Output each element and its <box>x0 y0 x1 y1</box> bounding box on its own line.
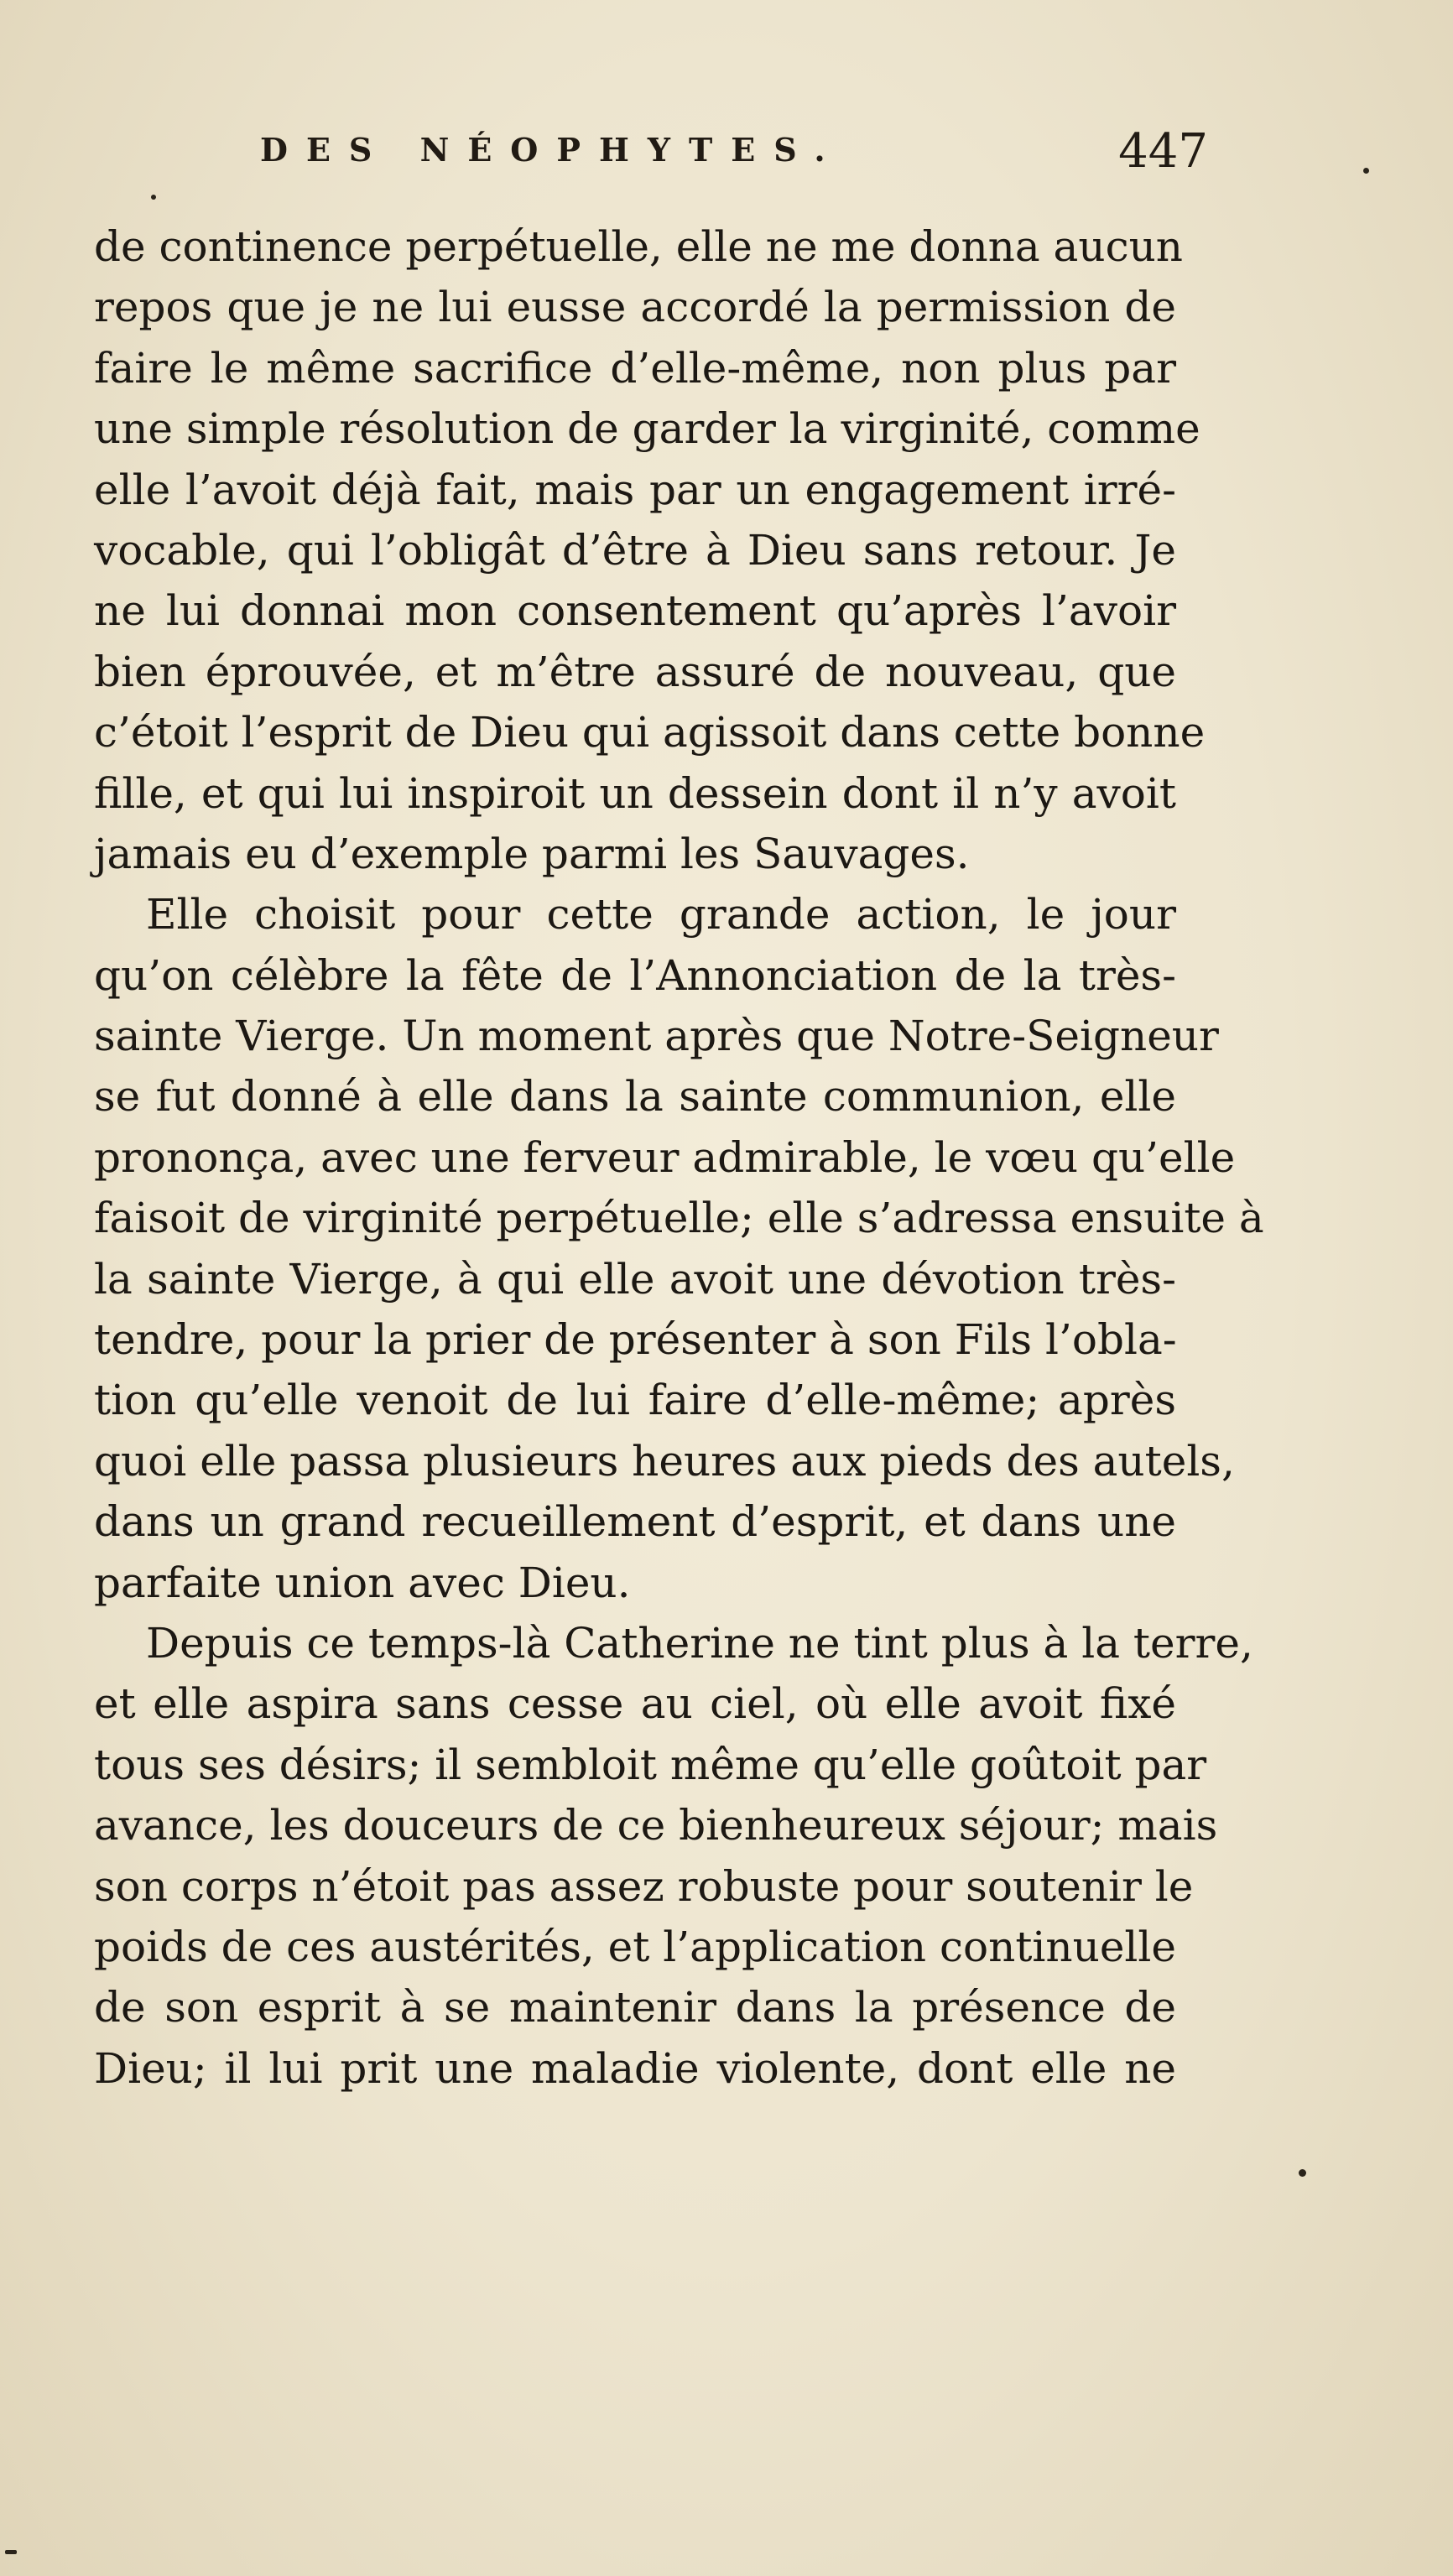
text-line: prononça, avec une ferveur admirable, le vœu qu’elle <box>94 1132 1236 1182</box>
text-line: repos que je ne lui eusse accordé la permission de <box>94 283 1176 332</box>
paragraph <box>94 884 1264 1613</box>
page-number: 447 <box>1118 124 1208 179</box>
text-line: sainte Vierge. Un moment après que Notre-Seigneur <box>94 1012 1219 1061</box>
text-line: de son esprit à se maintenir dans la présence de <box>94 1983 1176 2032</box>
text-line: et elle aspira sans cesse au ciel, où elle avoit fixé <box>94 1679 1176 1729</box>
body-text <box>94 216 1264 2099</box>
text-line: ne lui donnai mon consentement qu’après l’avoir <box>94 586 1176 636</box>
text-line: quoi elle passa plusieurs heures aux pieds des autels, <box>94 1436 1235 1486</box>
ink-speck <box>5 2550 17 2554</box>
text-line: son corps n’étoit pas assez robuste pour soutenir le <box>94 1861 1194 1911</box>
text-line: poids de ces austérités, et l’application continuelle <box>94 1922 1176 1971</box>
running-head: DES NÉOPHYTES. <box>260 131 844 169</box>
text-line: de continence perpétuelle, elle ne me donna aucun <box>94 222 1183 271</box>
ink-speck <box>151 195 156 200</box>
text-line: tendre, pour la prier de présenter à son Fils l’obla- <box>94 1315 1177 1365</box>
text-line: une simple résolution de garder la virginité, comme <box>94 404 1200 454</box>
text-line: qu’on célèbre la fête de l’Annonciation de la très- <box>94 950 1176 1000</box>
text-line: avance, les douceurs de ce bienheureux séjour; mais <box>94 1801 1218 1850</box>
text-line: jamais eu d’exemple parmi les Sauvages. <box>94 829 970 878</box>
text-line: elle l’avoit déjà fait, mais par un engagement irré- <box>94 465 1176 514</box>
text-line: Depuis ce temps-là Catherine ne tint plus à la terre, <box>146 1618 1253 1668</box>
text-line: la sainte Vierge, à qui elle avoit une dévotion très- <box>94 1254 1176 1304</box>
page-header <box>260 124 1225 183</box>
text-line: parfaite union avec Dieu. <box>94 1558 631 1607</box>
paragraph <box>94 1613 1253 2099</box>
ink-speck <box>1299 2169 1306 2177</box>
text-line: se fut donné à elle dans la sainte communion, elle <box>94 1072 1176 1121</box>
text-line: faisoit de virginité perpétuelle; elle s’adressa ensuite à <box>94 1194 1264 1243</box>
text-line: Elle choisit pour cette grande action, le jour <box>146 890 1176 939</box>
text-line: c’étoit l’esprit de Dieu qui agissoit dans cette bonne <box>94 708 1206 757</box>
text-line: Dieu; il lui prit une maladie violente, dont elle ne <box>94 2043 1176 2093</box>
text-line: fille, et qui lui inspiroit un dessein dont il n’y avoit <box>94 768 1176 818</box>
ink-speck <box>1363 168 1369 174</box>
text-line: tion qu’elle venoit de lui faire d’elle-même; après <box>94 1376 1176 1425</box>
text-line: vocable, qui l’obligât d’être à Dieu sans retour. Je <box>94 525 1176 575</box>
text-line: tous ses désirs; il sembloit même qu’elle goûtoit par <box>94 1740 1207 1789</box>
paragraph <box>94 216 1206 884</box>
text-line: dans un grand recueillement d’esprit, et dans une <box>94 1497 1176 1547</box>
text-line: faire le même sacrifice d’elle-même, non plus par <box>94 343 1176 393</box>
text-line: bien éprouvée, et m’être assuré de nouveau, que <box>94 647 1176 696</box>
